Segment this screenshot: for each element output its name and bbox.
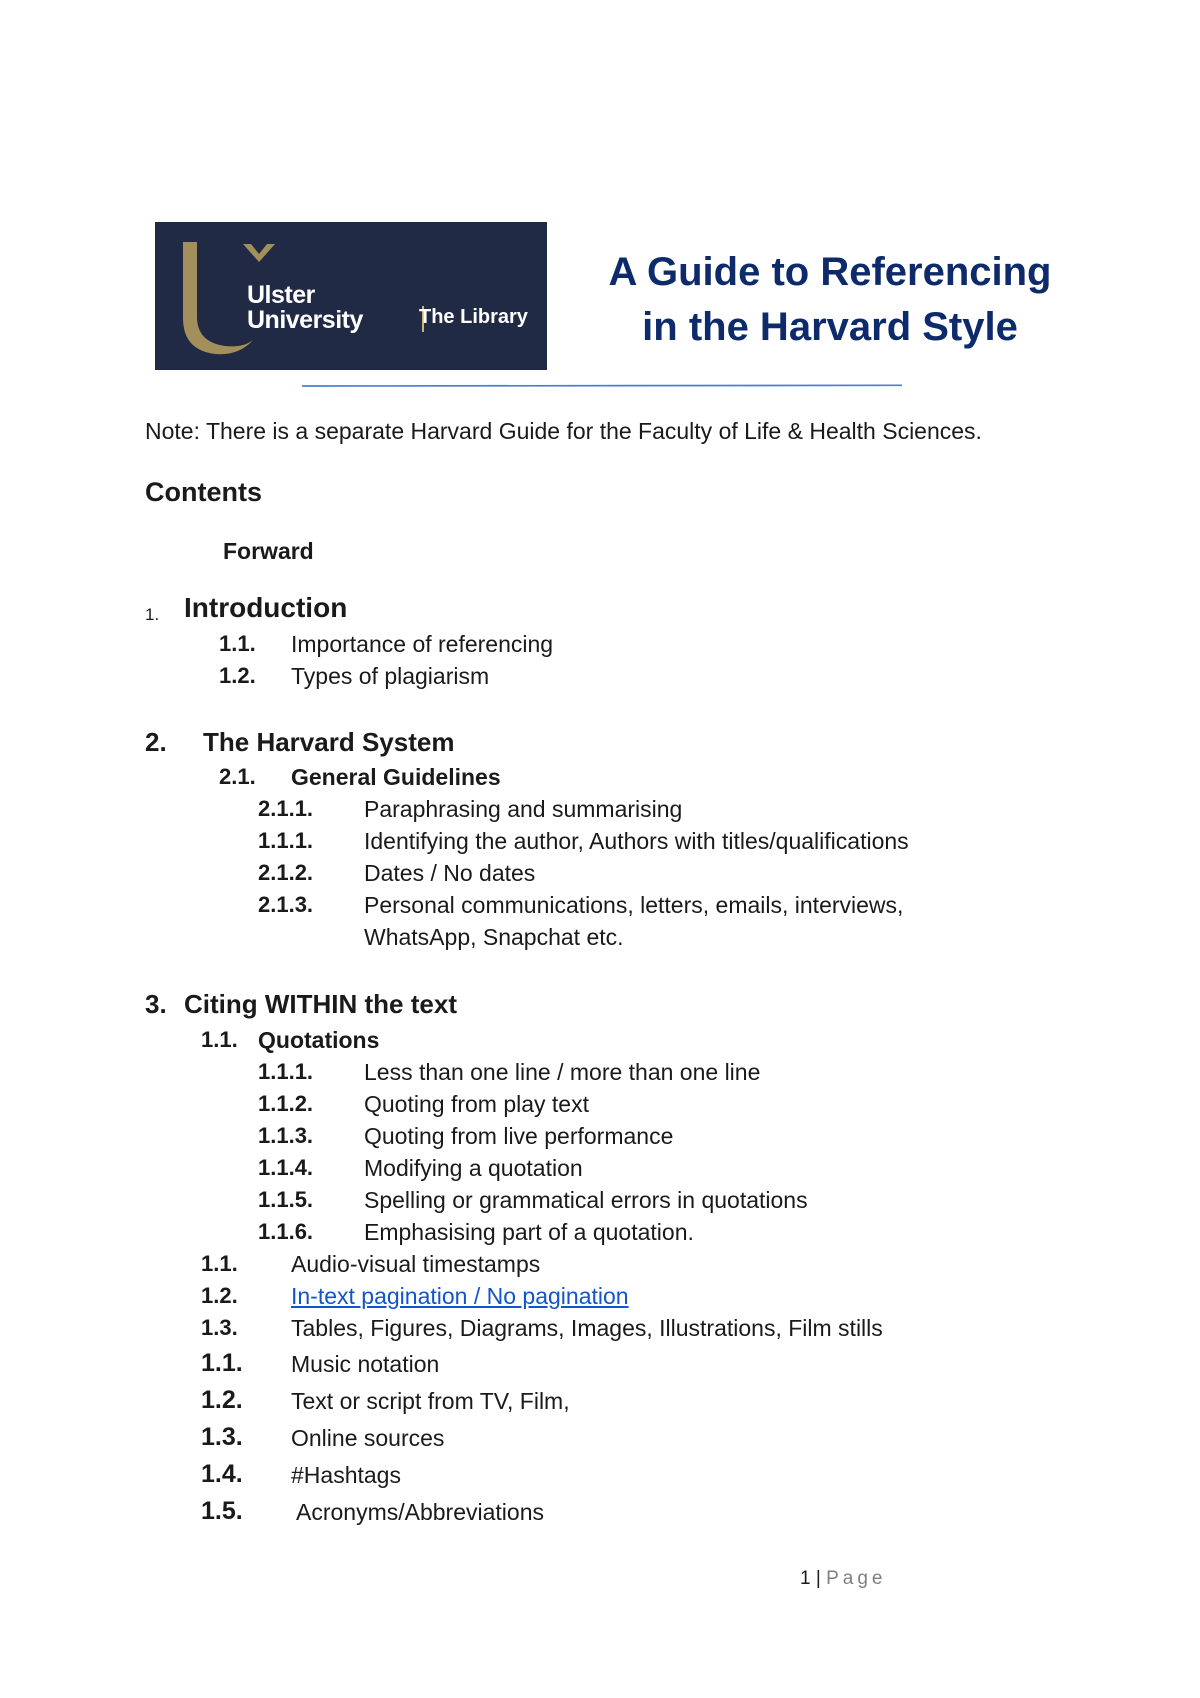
toc-item-number: 2.1.2.	[258, 860, 314, 885]
toc-item[interactable]: Personal communications, letters, emails, interviews,	[364, 892, 904, 918]
toc-item[interactable]: Types of plagiarism	[291, 663, 490, 689]
toc-section-title[interactable]: The Harvard System	[203, 727, 455, 757]
toc-section-title[interactable]: Citing WITHIN the text	[184, 989, 457, 1019]
toc-item[interactable]: Online sources	[291, 1425, 445, 1451]
toc-item-number: 2.1.	[219, 764, 256, 789]
toc-item[interactable]: Text or script from TV, Film,	[291, 1388, 570, 1414]
toc-item[interactable]: Modifying a quotation	[364, 1155, 583, 1181]
toc-item[interactable]: Paraphrasing and summarising	[364, 796, 683, 822]
header-rule	[152, 384, 1052, 388]
toc-item[interactable]: Quoting from live performance	[364, 1123, 674, 1149]
document-title	[585, 245, 1075, 355]
toc-item[interactable]: Importance of referencing	[291, 631, 554, 657]
toc-item-number: 1.2.	[201, 1386, 243, 1414]
toc-item[interactable]: Music notation	[291, 1351, 440, 1377]
toc-item[interactable]: #Hashtags	[291, 1462, 401, 1488]
toc-item-number: 1.1.3.	[258, 1123, 314, 1148]
logo-text-university: University	[247, 306, 363, 334]
title-line-2: in the Harvard Style	[642, 305, 1018, 349]
toc-subsection-title[interactable]: Quotations	[258, 1027, 380, 1053]
toc-item-number: 1.1.1.	[258, 828, 314, 853]
toc-item[interactable]: Acronyms/Abbreviations	[296, 1499, 544, 1525]
toc-item-number: 1.1.	[219, 631, 256, 656]
contents-heading: Contents	[145, 477, 262, 507]
toc-item-continuation[interactable]: WhatsApp, Snapchat etc.	[364, 924, 624, 950]
toc-forward[interactable]: Forward	[223, 538, 314, 564]
ulster-university-logo	[155, 222, 547, 370]
toc-item[interactable]: Emphasising part of a quotation.	[364, 1219, 694, 1245]
toc-item-number: 1.1.4.	[258, 1155, 314, 1180]
toc-link-in-text-pagination[interactable]: In-text pagination / No pagination	[291, 1283, 629, 1309]
page-number: 1	[800, 1568, 811, 1589]
toc-item-number: 1.1.1.	[258, 1059, 314, 1084]
toc-section-number: 2.	[145, 727, 167, 757]
toc-section-title[interactable]: Introduction	[184, 592, 348, 623]
page-footer	[800, 1568, 886, 1590]
toc-item[interactable]: Quoting from play text	[364, 1091, 589, 1117]
toc-item-number: 1.1.	[201, 1349, 243, 1377]
toc-item-number: 1.2.	[201, 1283, 238, 1308]
toc-item-number: 1.2.	[219, 663, 256, 688]
note-text: Note: There is a separate Harvard Guide for the Faculty of Life & Health Sciences.	[145, 418, 982, 444]
toc-item-number: 1.4.	[201, 1460, 243, 1488]
logo-u-emblem-icon	[155, 222, 547, 370]
logo-text-library: The Library	[419, 306, 528, 328]
toc-item[interactable]: Identifying the author, Authors with titles/qualifications	[364, 828, 909, 854]
toc-item-number: 1.5.	[201, 1497, 243, 1525]
toc-subsection-title[interactable]: General Guidelines	[291, 764, 501, 790]
toc-item[interactable]: Less than one line / more than one line	[364, 1059, 761, 1085]
title-line-1: A Guide to Referencing	[608, 250, 1052, 294]
toc-item-number: 2.1.1.	[258, 796, 314, 821]
toc-item-number: 1.1.6.	[258, 1219, 314, 1244]
toc-item-number: 1.1.5.	[258, 1187, 314, 1212]
toc-item[interactable]: Dates / No dates	[364, 860, 536, 886]
toc-item-number: 1.3.	[201, 1315, 238, 1340]
page-separator: |	[815, 1568, 821, 1589]
page-label: Page	[826, 1568, 887, 1589]
toc-section-number: 3.	[145, 989, 167, 1019]
toc-item-number: 1.1.	[201, 1251, 238, 1276]
toc-item[interactable]: Spelling or grammatical errors in quotations	[364, 1187, 808, 1213]
toc-item-number: 2.1.3.	[258, 892, 314, 917]
logo-text-ulster: Ulster	[247, 281, 315, 309]
toc-section-number: 1.	[145, 605, 160, 624]
toc-item[interactable]: Tables, Figures, Diagrams, Images, Illustrations, Film stills	[291, 1315, 883, 1341]
toc-item-number: 1.1.2.	[258, 1091, 314, 1116]
toc-item-number: 1.1.	[201, 1027, 238, 1052]
toc-item-number: 1.3.	[201, 1423, 243, 1451]
toc-item[interactable]: Audio-visual timestamps	[291, 1251, 541, 1277]
